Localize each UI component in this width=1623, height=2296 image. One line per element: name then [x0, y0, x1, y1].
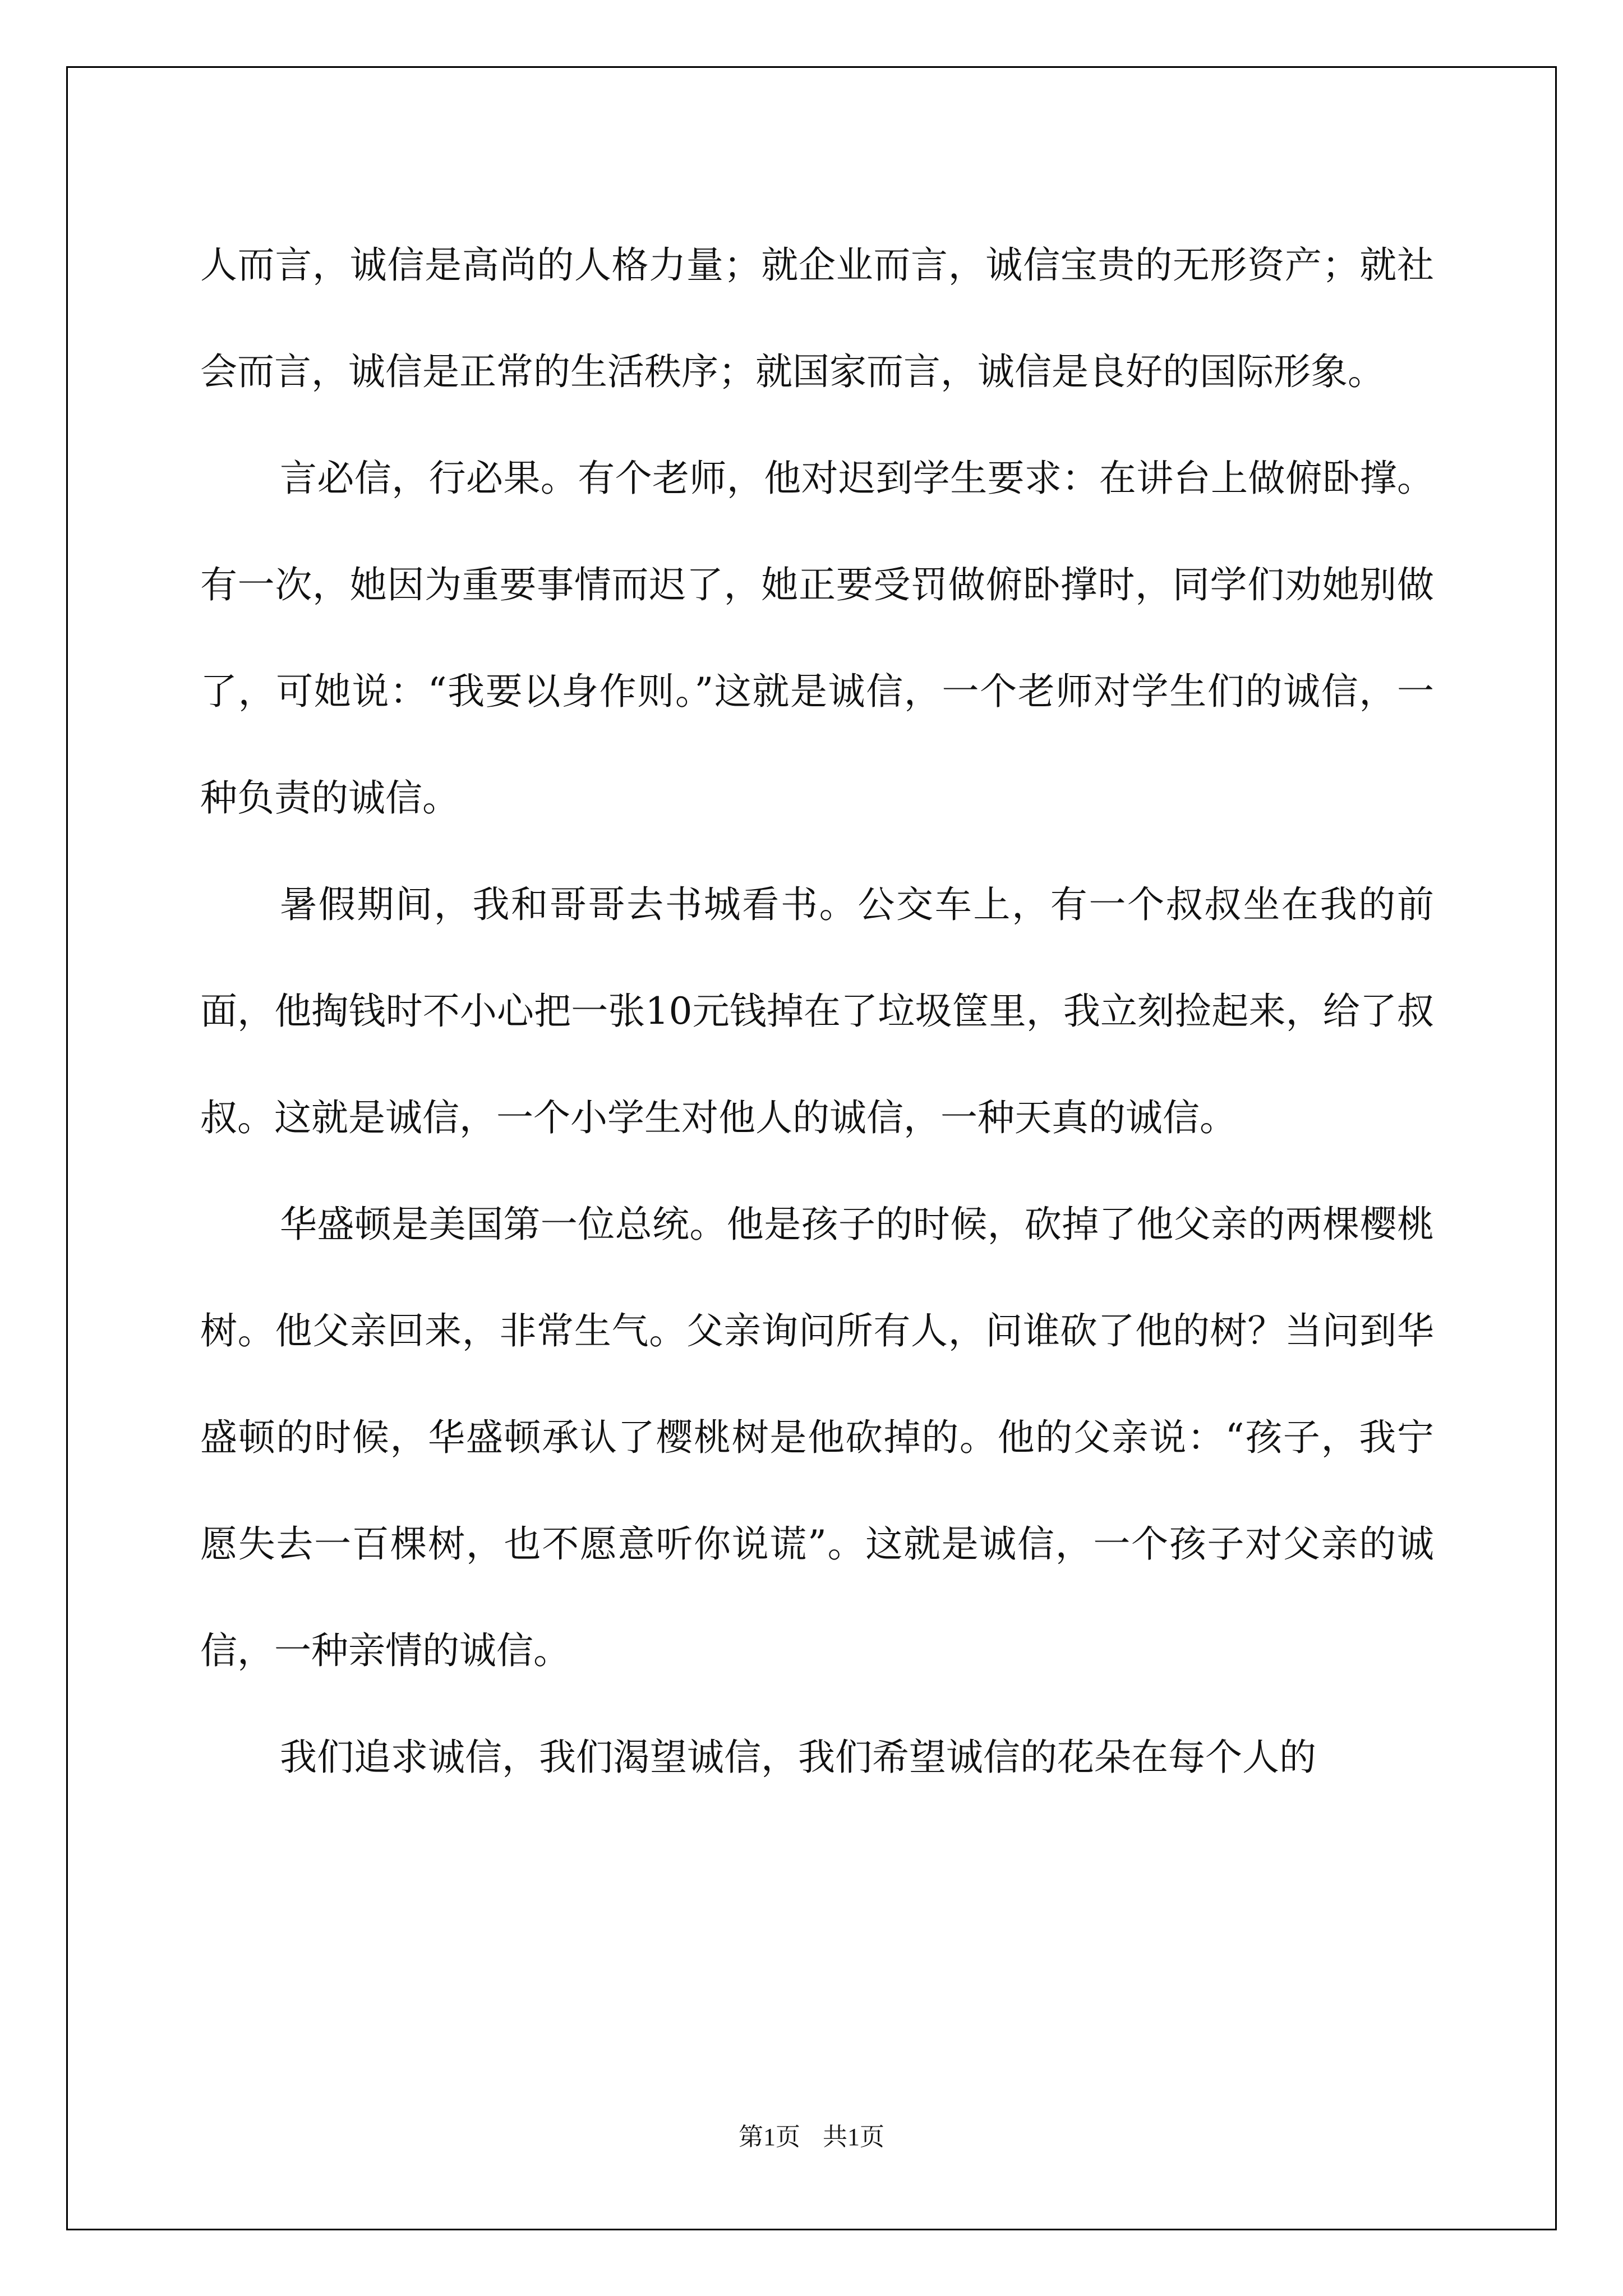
document-body — [200, 212, 1434, 1811]
page-footer — [0, 2120, 1623, 2154]
page-number: 第1页 — [739, 2123, 800, 2151]
paragraph-4: 华盛顿是美国第一位总统。他是孩子的时候，砍掉了他父亲的两棵樱桃树。他父亲回来，非常生气。父亲询问所有人，问谁砍了他的树？当问到华盛顿的时候，华盛顿承认了樱桃树是他砍掉的。他的父亲说：“孩子，我宁愿失去一百棵树，也不愿意听你说谎”。这就是诚信，一个孩子对父亲的诚信，一种亲情的诚信。 — [200, 1203, 1434, 1672]
paragraph-1: 人而言，诚信是高尚的人格力量；就企业而言，诚信宝贵的无形资产；就社会而言，诚信是正常的生活秩序；就国家而言，诚信是良好的国际形象。 — [200, 243, 1434, 393]
paragraph-2: 言必信，行必果。有个老师，他对迟到学生要求：在讲台上做俯卧撑。有一次，她因为重要事情而迟了，她正要受罚做俯卧撑时，同学们劝她别做了，可她说：“我要以身作则。”这就是诚信，一个老师对学生们的诚信，一种负责的诚信。 — [200, 457, 1434, 820]
paragraph-5: 我们追求诚信，我们渴望诚信，我们希望诚信的花朵在每个人的 — [280, 1736, 1316, 1779]
paragraph-3: 暑假期间，我和哥哥去书城看书。公交车上，有一个叔叔坐在我的前面，他掏钱时不小心把一张10元钱掉在了垃圾筐里，我立刻捡起来，给了叔叔。这就是诚信，一个小学生对他人的诚信，一种天真的诚信。 — [200, 883, 1434, 1139]
page-total: 共1页 — [823, 2123, 884, 2151]
